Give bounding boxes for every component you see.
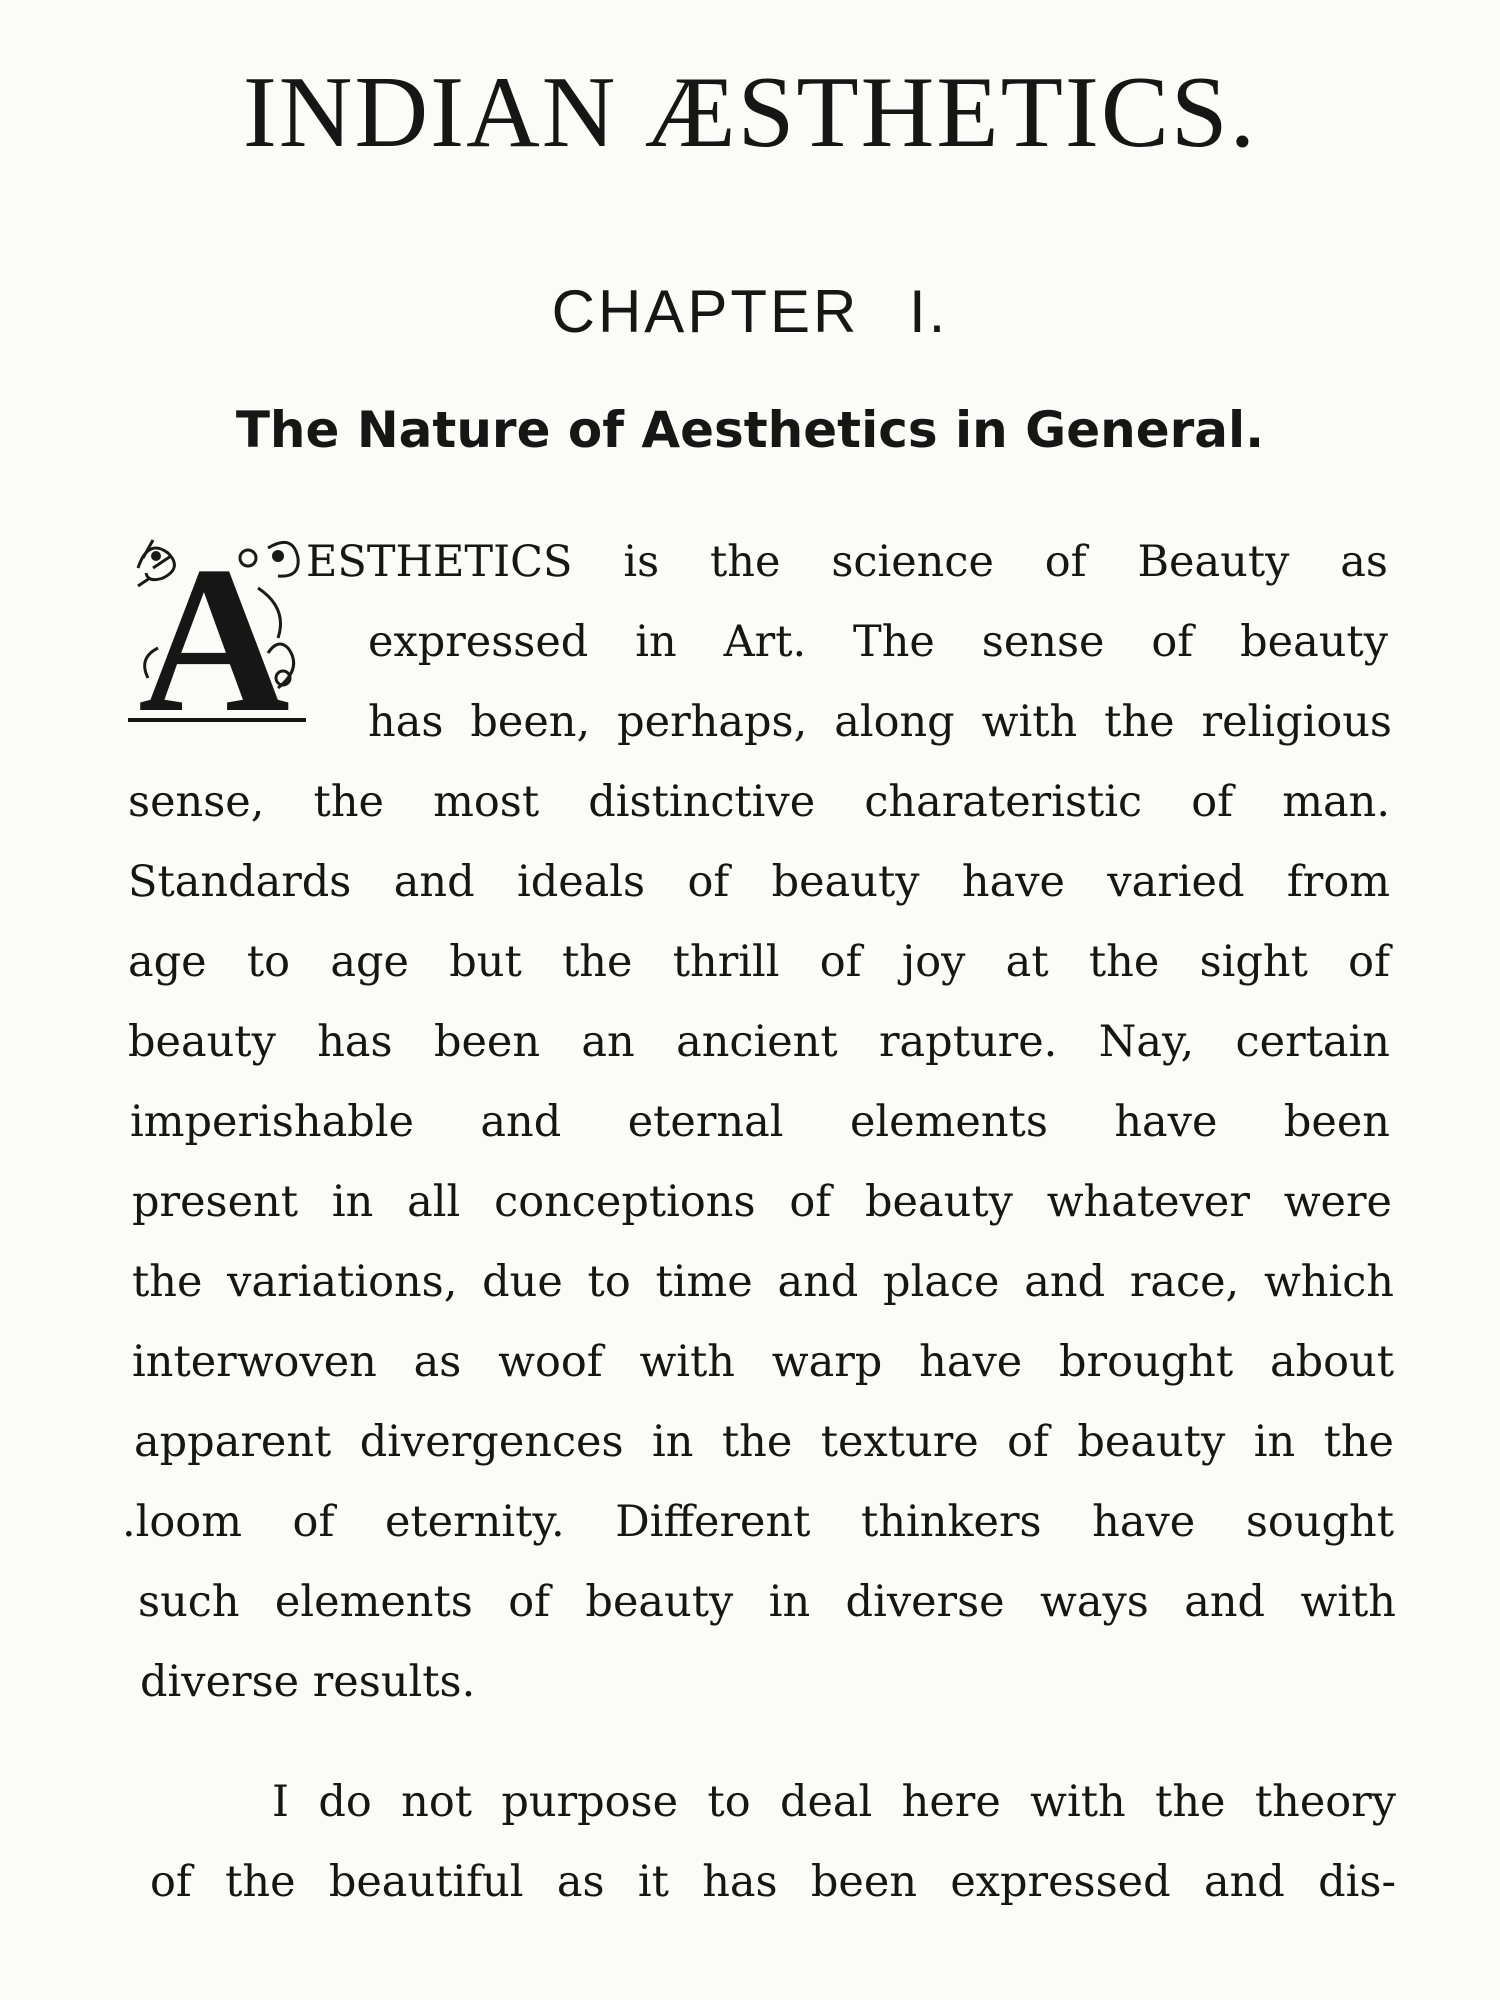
text-line: Standards and ideals of beauty have varied from [128, 857, 1390, 907]
ornamental-drop-cap [128, 528, 306, 728]
text-line: imperishable and eternal elements have been [130, 1097, 1390, 1147]
floral-ornament-icon [128, 528, 306, 728]
text-line: expressed in Art. The sense of beauty [368, 617, 1388, 667]
text-line: has been, perhaps, along with the religious [368, 697, 1392, 747]
text-line: .loom of eternity. Different thinkers have sought [122, 1497, 1394, 1547]
text-line: sense, the most distinctive charateristic of man. [128, 777, 1390, 827]
text-line: the variations, due to time and place and race, which [132, 1257, 1394, 1307]
drop-cap-letter: A [138, 528, 290, 728]
text-line: interwoven as woof with warp have brought about [132, 1337, 1394, 1387]
text-line: such elements of beauty in diverse ways and with [138, 1577, 1396, 1627]
text-line: present in all conceptions of beauty whatever were [132, 1177, 1392, 1227]
book-title: INDIAN ÆSTHETICS. [242, 56, 1258, 169]
text-line: beauty has been an ancient rapture. Nay, certain [128, 1017, 1390, 1067]
text-line: diverse results. [140, 1657, 476, 1707]
text-line: of the beautiful as it has been expressed and dis- [150, 1857, 1396, 1907]
chapter-heading: CHAPTER I. [551, 278, 949, 345]
text-line: I do not purpose to deal here with the theory [272, 1777, 1396, 1827]
text-line: age to age but the thrill of joy at the sight of [128, 937, 1390, 987]
section-title: The Nature of Aesthetics in General. [235, 401, 1265, 459]
text-line: apparent divergences in the texture of beauty in the [134, 1417, 1394, 1467]
text-line: ESTHETICS is the science of Beauty as [306, 537, 1388, 587]
